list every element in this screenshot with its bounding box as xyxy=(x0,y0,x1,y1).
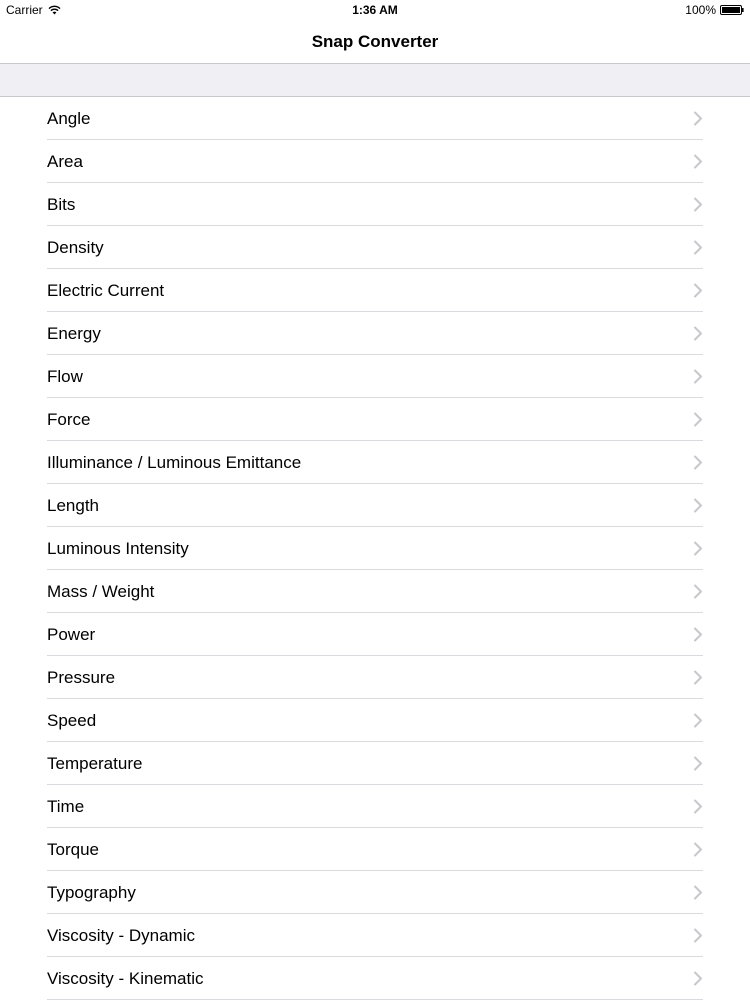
category-label: Energy xyxy=(47,324,101,343)
category-label: Length xyxy=(47,496,99,515)
category-row[interactable] xyxy=(0,785,750,828)
category-label: Angle xyxy=(47,109,91,128)
category-label: Viscosity - Dynamic xyxy=(47,926,195,945)
chevron-right-icon xyxy=(693,971,703,986)
category-row[interactable] xyxy=(0,441,750,484)
category-row[interactable] xyxy=(0,355,750,398)
category-label: Speed xyxy=(47,711,97,730)
category-row[interactable] xyxy=(0,828,750,871)
category-label: Illuminance / Luminous Emittance xyxy=(47,453,302,472)
category-row[interactable] xyxy=(0,871,750,914)
status-time: 1:36 AM xyxy=(352,3,398,17)
category-label: Pressure xyxy=(47,668,116,687)
category-label: Torque xyxy=(47,840,99,859)
category-row[interactable] xyxy=(0,914,750,957)
category-row[interactable] xyxy=(0,226,750,269)
chevron-right-icon xyxy=(693,756,703,771)
battery-percentage: 100% xyxy=(685,3,716,17)
category-row[interactable] xyxy=(0,613,750,656)
category-label: Time xyxy=(47,797,85,816)
category-row[interactable] xyxy=(0,484,750,527)
chevron-right-icon xyxy=(693,627,703,642)
category-label: Force xyxy=(47,410,91,429)
category-row[interactable] xyxy=(0,312,750,355)
category-label: Flow xyxy=(47,367,83,386)
category-label: Mass / Weight xyxy=(47,582,155,601)
navigation-bar xyxy=(0,20,750,64)
category-row[interactable] xyxy=(0,742,750,785)
status-right xyxy=(685,3,744,17)
battery-icon xyxy=(720,5,744,15)
chevron-right-icon xyxy=(693,283,703,298)
category-row[interactable] xyxy=(0,97,750,140)
section-header xyxy=(0,64,750,97)
chevron-right-icon xyxy=(693,799,703,814)
chevron-right-icon xyxy=(693,455,703,470)
chevron-right-icon xyxy=(693,197,703,212)
chevron-right-icon xyxy=(693,240,703,255)
chevron-right-icon xyxy=(693,326,703,341)
category-label: Temperature xyxy=(47,754,143,773)
category-label: Luminous Intensity xyxy=(47,539,189,558)
category-row[interactable] xyxy=(0,699,750,742)
category-row[interactable] xyxy=(0,398,750,441)
category-row[interactable] xyxy=(0,957,750,1000)
category-row[interactable] xyxy=(0,656,750,699)
chevron-right-icon xyxy=(693,412,703,427)
category-row[interactable] xyxy=(0,183,750,226)
category-label: Power xyxy=(47,625,96,644)
category-row[interactable] xyxy=(0,269,750,312)
category-label: Electric Current xyxy=(47,281,165,300)
chevron-right-icon xyxy=(693,885,703,900)
chevron-right-icon xyxy=(693,670,703,685)
chevron-right-icon xyxy=(693,842,703,857)
category-list xyxy=(0,97,750,1000)
chevron-right-icon xyxy=(693,498,703,513)
category-label: Viscosity - Kinematic xyxy=(47,969,204,988)
category-label: Area xyxy=(47,152,83,171)
category-label: Density xyxy=(47,238,104,257)
status-bar xyxy=(0,0,750,20)
chevron-right-icon xyxy=(693,713,703,728)
category-row[interactable] xyxy=(0,570,750,613)
chevron-right-icon xyxy=(693,928,703,943)
category-row[interactable] xyxy=(0,140,750,183)
chevron-right-icon xyxy=(693,111,703,126)
chevron-right-icon xyxy=(693,369,703,384)
category-label: Bits xyxy=(47,195,76,214)
category-label: Typography xyxy=(47,883,136,902)
carrier-label: Carrier xyxy=(6,3,43,17)
category-row[interactable] xyxy=(0,527,750,570)
page-title: Snap Converter xyxy=(311,31,439,51)
chevron-right-icon xyxy=(693,584,703,599)
chevron-right-icon xyxy=(693,154,703,169)
chevron-right-icon xyxy=(693,541,703,556)
